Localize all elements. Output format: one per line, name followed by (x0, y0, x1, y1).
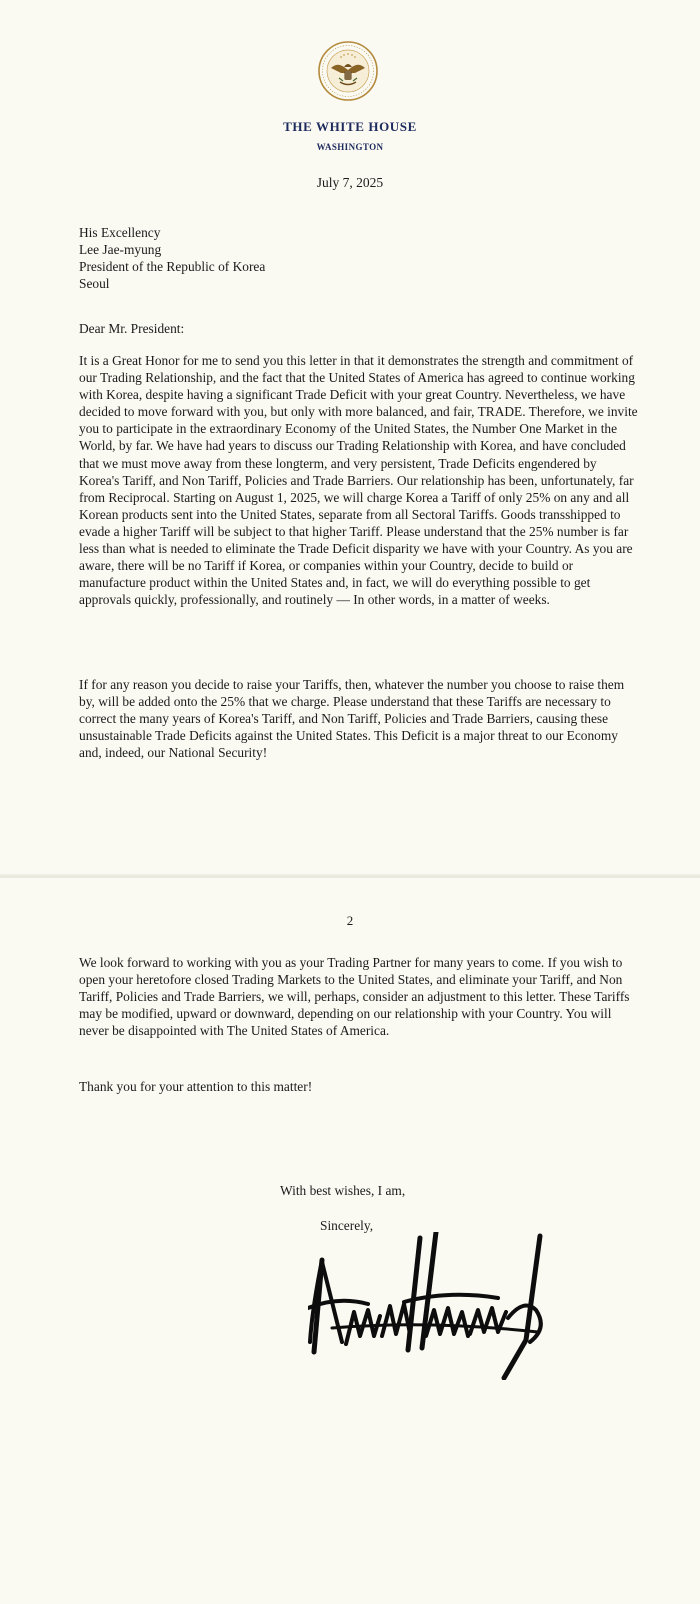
thanks-line: Thank you for your attention to this matter! (79, 1079, 313, 1094)
recipient-city: Seoul (79, 276, 110, 292)
closing-wishes: With best wishes, I am, (280, 1183, 406, 1198)
closing-sign-off: Sincerely, (320, 1218, 374, 1233)
recipient-position: President of the Republic of Korea (79, 259, 266, 275)
body-paragraph-2: If for any reason you decide to raise your Tariffs, then, whatever the number you choose to raise them by, will be added onto the 25% that we charge. Please understand that these Tariffs are necessary to correct the many years of Korea's Tariff, and Non Tariff, Policies and Trade Barriers, causing these unsustainable Trade Deficits against the United States. This Deficit is a major threat to our Economy and, indeed, our National Security! (79, 677, 625, 761)
recipient-address (79, 224, 639, 292)
salutation: Dear Mr. President: (79, 321, 185, 336)
page-number: 2 (346, 913, 354, 928)
recipient-honorific: His Excellency (79, 225, 161, 240)
body-paragraph-3: We look forward to working with you as your Trading Partner for many years to come. If you wish to open your heretofore closed Trading Markets to the United States, and eliminate your Tariff, and Non Tariff, Policies and Trade Barriers, we will, perhaps, consider an adjustment to this letter. These Tariffs may be modified, upward or downward, depending on our relationship with your Country. You will never be disappointed with The United States of America. (79, 955, 630, 1039)
body-paragraph-1: It is a Great Honor for me to send you this letter in that it demonstrates the strength and commitment of our Trading Relationship, and the fact that the United States of America has agreed to continue working with Korea, despite having a significant Trade Deficit with your great Country. Nevertheless, we have decided to move forward with you, but only with more balanced, and fair, TRADE. Therefore, we invite you to participate in the extraordinary Economy of the United States, the Number One Market in the World, by far. We have had years to discuss our Trading Relationship with Korea, and have concluded that we must move away from these longterm, and very persistent, Trade Deficits engendered by Korea's Tariff, and Non Tariff, Policies and Trade Barriers. Our relationship has been, unfortunately, far from Reciprocal. Starting on August 1, 2025, we will charge Korea a Tariff of only 25% on any and all Korean products sent into the United States, separate from all Sectoral Tariffs. Goods transshipped to evade a higher Tariff will be subject to that higher Tariff. Please understand that the 25% number is far less than what is needed to eliminate the Trade Deficit disparity we have with your Country. As you are aware, there will be no Tariff if Korea, or companies within your Country, decide to build or manufacture product within the United States and, in fact, we will do everything possible to get approvals quickly, professionally, and routinely — In other words, in a matter of weeks. (79, 353, 638, 608)
letterhead-title: THE WHITE HOUSE (283, 119, 417, 134)
recipient-name: Lee Jae-myung (79, 242, 162, 258)
presidential-seal-icon (317, 40, 379, 102)
letter-date: July 7, 2025 (316, 175, 384, 190)
signature-icon (308, 1232, 556, 1380)
letterhead-city: WASHINGTON (316, 142, 384, 152)
